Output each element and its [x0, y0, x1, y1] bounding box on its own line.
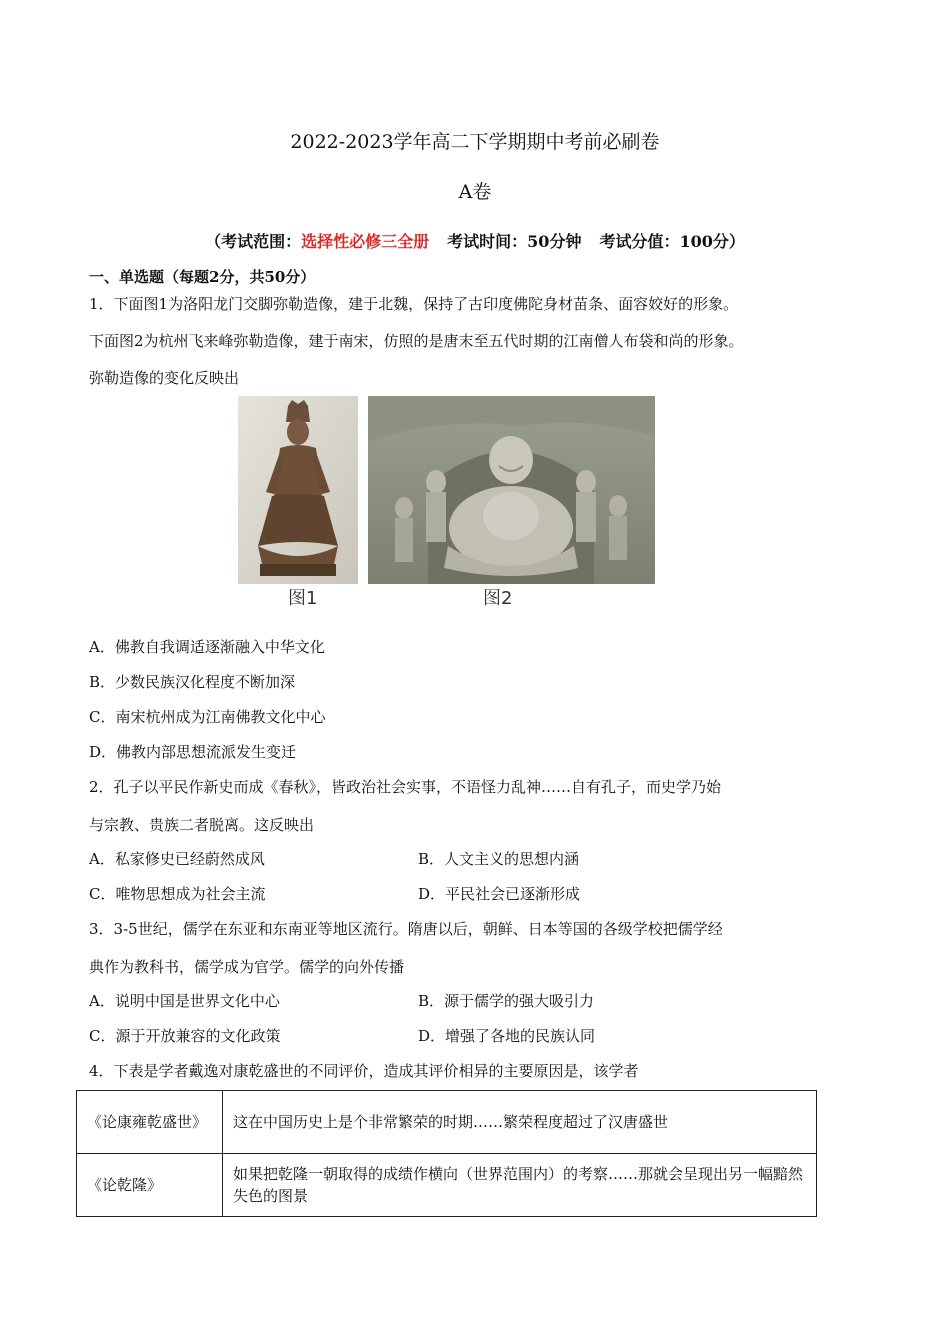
table-row: [77, 1154, 817, 1217]
table-cell: 这在中国历史上是个非常繁荣的时期……繁荣程度超过了汉唐盛世: [223, 1091, 817, 1154]
q2-option-a[interactable]: A．私家修史已经蔚然成风: [89, 850, 265, 868]
q3-option-a[interactable]: A．说明中国是世界文化中心: [89, 992, 280, 1010]
q1-option-d[interactable]: D．佛教内部思想流派发生变迁: [89, 743, 297, 761]
section-title: 一、单选题（每题2分，共50分）: [89, 268, 316, 286]
exam-volume: A卷: [458, 181, 492, 203]
table-cell: 《论康雍乾盛世》: [77, 1091, 223, 1154]
q2-option-c[interactable]: C．唯物思想成为社会主流: [89, 885, 266, 903]
q1-option-b[interactable]: B．少数民族汉化程度不断加深: [89, 673, 296, 691]
q1-line-3: 弥勒造像的变化反映出: [89, 369, 240, 387]
table-row: [77, 1091, 817, 1154]
q2-option-b[interactable]: B．人文主义的思想内涵: [418, 850, 580, 868]
q1-option-c[interactable]: C．南宋杭州成为江南佛教文化中心: [89, 708, 326, 726]
q3-line-2: 典作为教科书，儒学成为官学。儒学的向外传播: [89, 958, 405, 976]
q2-option-d[interactable]: D．平民社会已逐渐形成: [418, 885, 581, 903]
q3-option-d[interactable]: D．增强了各地的民族认同: [418, 1027, 596, 1045]
q4-line-1: 4．下表是学者戴逸对康乾盛世的不同评价，造成其评价相异的主要原因是，该学者: [89, 1062, 639, 1080]
figure-2-caption: 图2: [483, 588, 513, 609]
table-cell: 如果把乾隆一朝取得的成绩作横向（世界范围内）的考察……那就会呈现出另一幅黯然失色的图景: [223, 1154, 817, 1217]
q2-line-2: 与宗教、贵族二者脱离。这反映出: [89, 816, 315, 834]
q4-table: [76, 1090, 817, 1217]
time-label: 考试时间：50分钟: [447, 232, 582, 251]
exam-scope-line: [0, 229, 950, 252]
q3-option-c[interactable]: C．源于开放兼容的文化政策: [89, 1027, 281, 1045]
figure-1-image: [238, 396, 358, 584]
q1-option-a[interactable]: A．佛教自我调适逐渐融入中华文化: [89, 638, 325, 656]
scope-value: 选择性必修三全册: [301, 232, 430, 251]
table-cell: 《论乾隆》: [77, 1154, 223, 1217]
exam-title: 2022-2023学年高二下学期期中考前必刷卷: [290, 131, 660, 153]
q1-line-1: 1．下面图1为洛阳龙门交脚弥勒造像，建于北魏，保持了古印度佛陀身材苗条、面容姣好的形象。: [89, 295, 739, 313]
q2-line-1: 2．孔子以平民作新史而成《春秋》，皆政治社会实事，不语怪力乱神……自有孔子，而史学乃始: [89, 778, 722, 796]
figure-1-caption: 图1: [288, 588, 318, 609]
q3-line-1: 3．3-5世纪，儒学在东亚和东南亚等地区流行。隋唐以后，朝鲜、日本等国的各级学校把儒学经: [89, 920, 723, 938]
scope-open: （考试范围：: [205, 232, 302, 251]
q1-line-2: 下面图2为杭州飞来峰弥勒造像，建于南宋，仿照的是唐末至五代时期的江南僧人布袋和尚的形象。: [89, 332, 744, 350]
q3-option-b[interactable]: B．源于儒学的强大吸引力: [418, 992, 595, 1010]
figure-2-image: [368, 396, 655, 584]
score-label: 考试分值：100分）: [599, 232, 745, 251]
